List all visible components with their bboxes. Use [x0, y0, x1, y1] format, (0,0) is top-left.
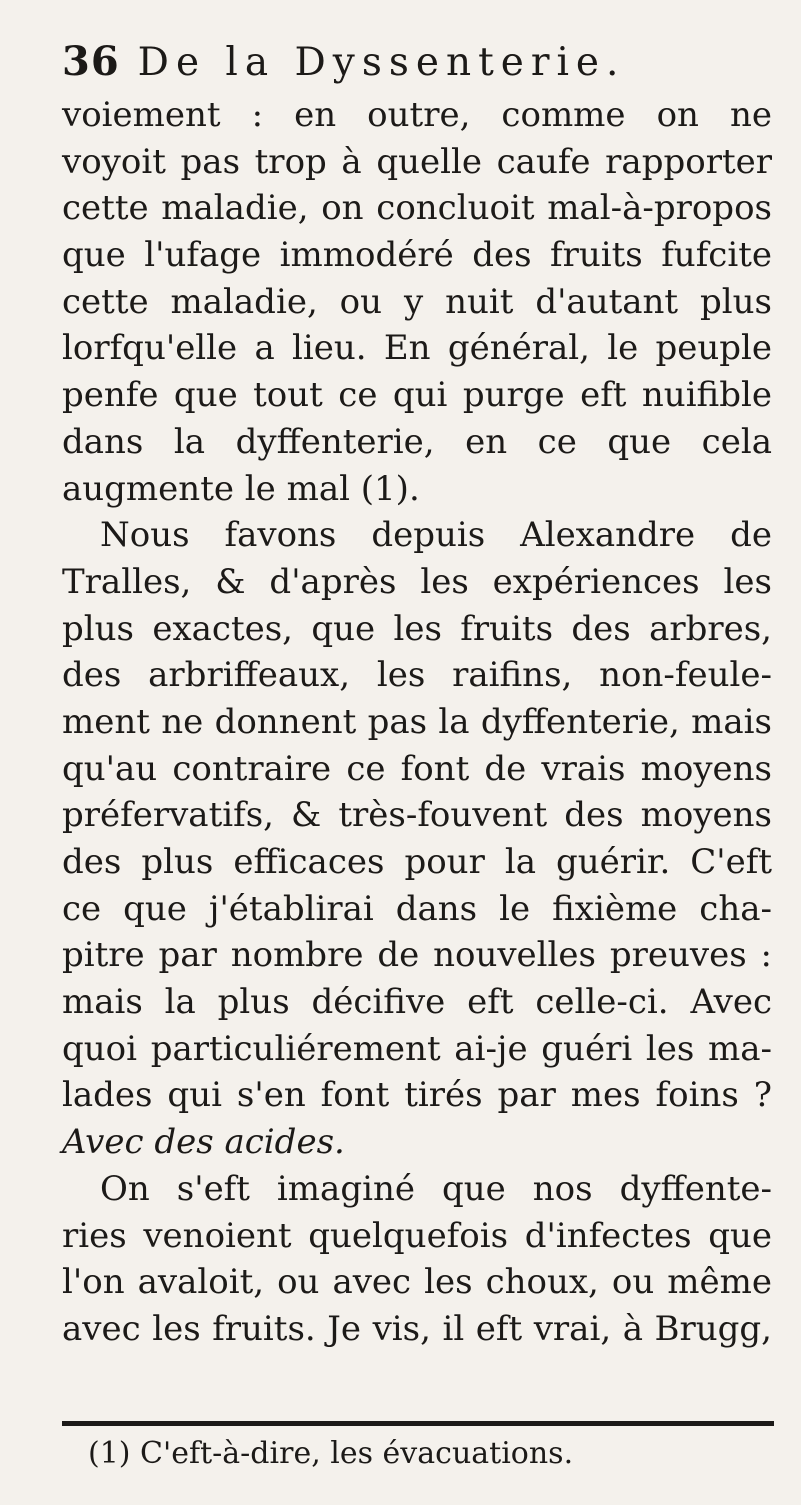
text-line: voyoit pas trop à quelle caufe rapporter	[62, 141, 772, 182]
text-line: ment ne donnent pas la dyffenterie, mais	[62, 701, 772, 742]
text-line: Nous favons depuis Alexandre de	[100, 515, 772, 556]
text-line: lades qui s'en font tirés par mes foins ?	[62, 1075, 772, 1116]
text-line: penfe que tout ce qui purge eft nuifible	[62, 375, 772, 416]
text-line: quoi particuliérement ai-je guéri les ma-	[62, 1028, 772, 1069]
text-line: pitre par nombre de nouvelles preuves :	[62, 935, 772, 976]
footnote-separator	[62, 1421, 774, 1426]
footnote: (1) C'eft-à-dire, les évacuations.	[88, 1436, 574, 1471]
page-number: 36	[62, 38, 120, 85]
text-line: qu'au contraire ce font de vrais moyens	[62, 748, 772, 789]
text-line: préfervatifs, & très-fouvent des moyens	[62, 795, 772, 836]
running-title: De la Dyssenterie.	[137, 40, 626, 85]
text-line: ries venoient quelquefois d'infectes que	[62, 1215, 772, 1256]
text-line: On s'eft imaginé que nos dyffente-	[100, 1168, 772, 1209]
text-line: voiement : en outre, comme on ne	[62, 95, 772, 135]
text-line: ce que j'établirai dans le fixième cha-	[62, 888, 772, 929]
text-line: des plus efficaces pour la guérir. C'eft	[62, 842, 772, 882]
text-line: cette maladie, on concluoit mal-à-propos	[62, 188, 772, 229]
text-line: cette maladie, ou y nuit d'autant plus	[62, 281, 772, 322]
text-line: plus exactes, que les fruits des arbres,	[62, 608, 772, 649]
text-line: augmente le mal (1).	[62, 468, 420, 509]
page-header	[62, 38, 762, 94]
text-line: que l'ufage immodéré des fruits fufcite	[62, 235, 772, 276]
text-line: Avec des acides.	[62, 1122, 345, 1163]
text-line: avec les fruits. Je vis, il eft vrai, à Brugg,	[62, 1308, 772, 1349]
text-line: dans la dyffenterie, en ce que cela	[62, 421, 772, 462]
text-line: Tralles, & d'après les expériences les	[62, 561, 772, 602]
text-line: l'on avaloit, ou avec les choux, ou même	[62, 1262, 772, 1303]
body-text	[62, 92, 772, 1353]
text-line: mais la plus décifive eft celle-ci. Avec	[62, 982, 772, 1023]
text-line: lorfqu'elle a lieu. En général, le peuple	[62, 328, 772, 369]
text-line: des arbriffeaux, les raifins, non-feule-	[62, 655, 772, 696]
